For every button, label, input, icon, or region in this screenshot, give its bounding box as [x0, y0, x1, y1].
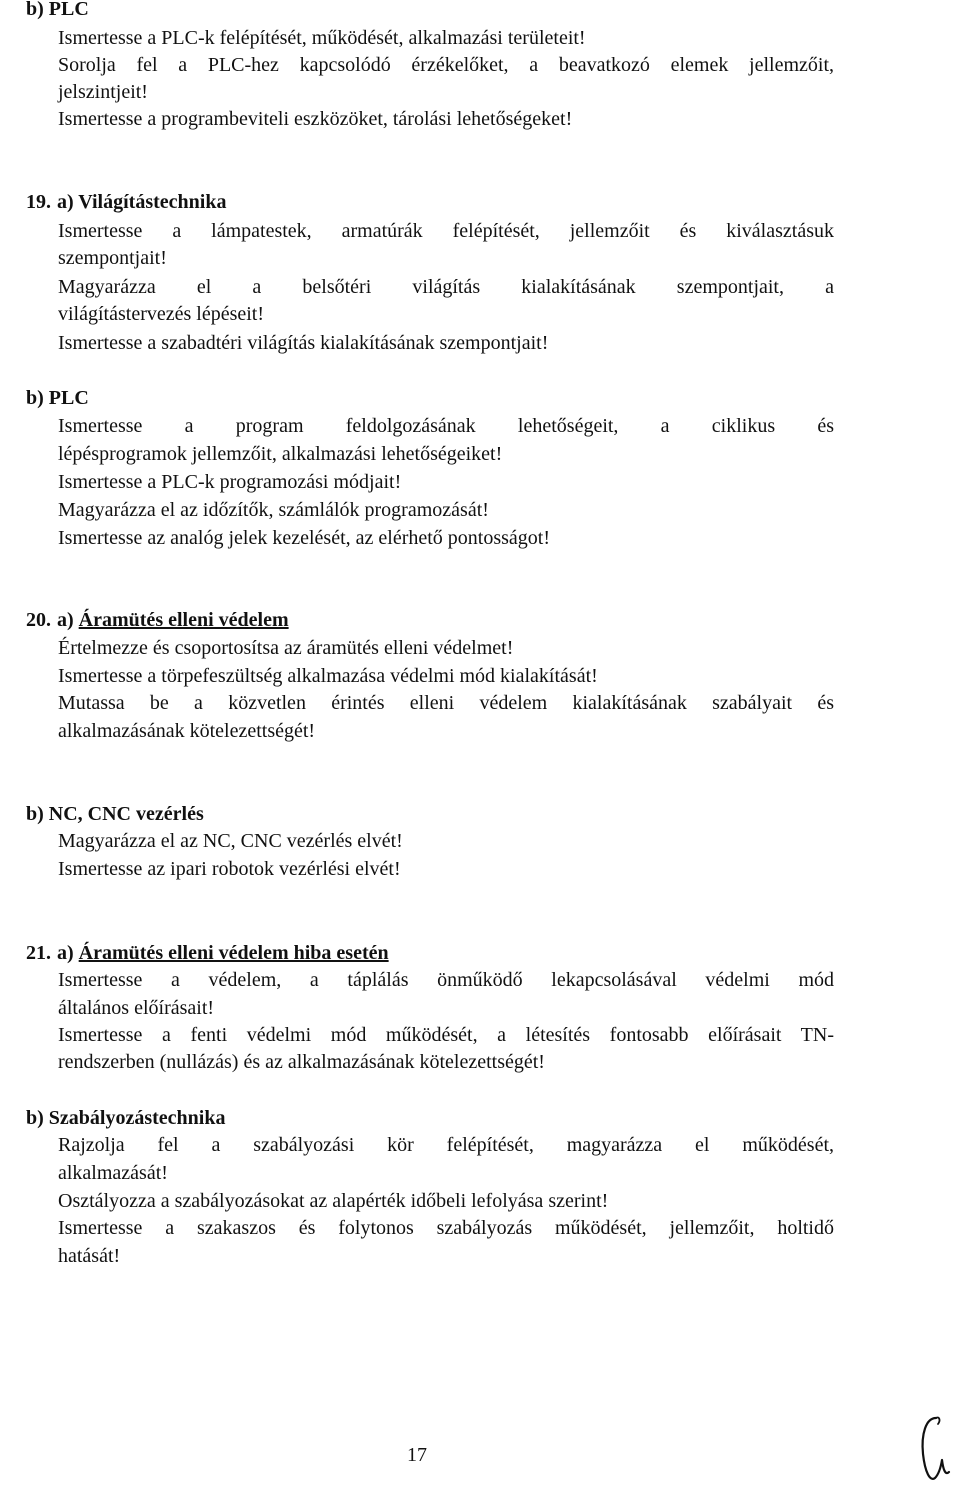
- section-number: 20.: [26, 609, 51, 631]
- section-label: b) PLC: [26, 387, 89, 409]
- section-label: b) PLC: [26, 0, 89, 20]
- handwritten-initial-signature: [918, 1412, 954, 1486]
- section-title: Áramütés elleni védelem: [78, 609, 289, 631]
- section-label: b) Szabályozástechnika: [26, 1107, 226, 1129]
- document-page: b) PLC Ismertesse a PLC-k felépítését, működését, alkalmazási területeit! Sorolja fel a PLC-hez kapcsolódó érzékelőket, a beavatkozó elemek jellemzőit, jelszintjeit! Ismertesse a programbeviteli eszközöket, tárolási lehetőségeket! 19. a) Világítástechnika Ismertesse a lámpatestek, armatúrák felépítését, jellemzőit és kiválasztásuk szempontjait! Magyarázza el a belsőtéri világítás kialakításának szempontjait, a világítástervezés lépéseit! Ismertesse a szabadtéri világítás kialakításának szempontjait! b) PLC Ismertesse a program feldolgozásának lehetőségeit, a ciklikus és lépésprogramok jellemzőit, alkalmazási lehetőségeiket! Ismertesse a PLC-k programozási módjait! Magyarázza el az időzítők, számlálók programozását! Ismertesse az analóg jelek kezelését, az elérhető pontosságot! 20. a) Áramütés elleni védelem Értelmezze és csoportosítsa az áramütés elleni védelmet! Ismertesse a törpefeszültség alkalmazása védelmi mód kialakítását! Mutassa be a közvetlen érintés elleni védelem kialakításának szabályait és alkalmazásának kötelezettségét! b) NC, CNC vezérlés Magyarázza el az NC, CNC vezérlés elvét! Ismertesse az ipari robotok vezérlési elvét! 21. a) Áramütés elleni védelem hiba esetén Ismertesse a védelem, a táplálás önműködő lekapcsolásával védelmi mód általános előírásait! Ismertesse a fenti védelmi mód működését, a létesítés fontosabb előírásait TN- rendszerben (nullázás) és az alkalmazásának kötelezettségét! b) Szabályozástechnika Rajzolja fel a szabályozási kör felépítését, magyarázza el működését, alkalmazását! Osztályozza a szabályozásokat az alapérték időbeli lefolyása szerint! Ismertesse a szakaszos és folytonos szabályozás működését, jellemzőit, holtidő hatását! 17: [0, 0, 960, 1492]
- section-number: 19.: [26, 191, 51, 213]
- section-title: Áramütés elleni védelem hiba esetén: [78, 942, 389, 964]
- section-label: b) NC, CNC vezérlés: [26, 803, 204, 825]
- page-number: 17: [407, 1444, 427, 1466]
- section-number: 21.: [26, 942, 51, 964]
- section-label: a) Világítástechnika: [57, 191, 227, 213]
